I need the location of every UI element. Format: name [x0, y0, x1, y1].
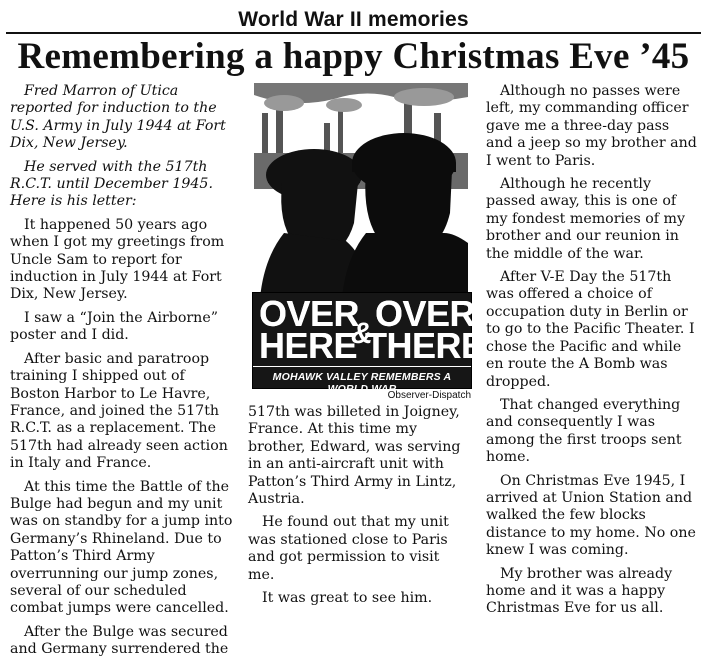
body-paragraph: After the Bulge was secured and Germany surrendered the — [10, 623, 229, 658]
kicker-divider — [6, 32, 701, 34]
section-kicker: World War II memories — [238, 8, 469, 31]
headline: Remembering a happy Christmas Eve ’45 — [17, 36, 690, 77]
logo-word: THERE — [365, 325, 485, 366]
intro-paragraph: He served with the 517th R.C.T. until December 1945. Here is his letter: — [10, 158, 213, 210]
logo-word: OVER — [259, 293, 360, 334]
article-column-3 — [486, 83, 700, 624]
body-paragraph: Although no passes were left, my commanding officer gave me a three-day pass and a jeep so my brother and I went to Paris. — [486, 83, 697, 169]
logo-tagline: MOHAWK VALLEY REMEMBERS A WORLD WAR — [253, 366, 471, 395]
body-paragraph: It was great to see him. — [262, 590, 433, 607]
body-paragraph: That changed everything and consequently I was among the first troops sent home. — [486, 396, 682, 466]
body-paragraph: 517th was billeted in Joigney, France. At this time my brother, Edward, was serving in an anti-aircraft unit with Patton’s Third Army in Lintz, Austria. — [248, 404, 461, 508]
article-column-2 — [248, 404, 470, 613]
logo-word: HERE — [259, 325, 358, 366]
body-paragraph: At this time the Battle of the Bulge had begun and my unit was on standby for a jump into Germany’s Rhineland. Due to Patton’s Third Army overrunning our jump zones, several of our scheduled combat jumps were cancelled. — [10, 478, 233, 617]
article-column-1 — [10, 83, 234, 665]
body-paragraph: My brother was already home and it was a happy Christmas Eve for us all. — [486, 565, 673, 617]
logo-ampersand: & — [351, 317, 373, 350]
body-paragraph: Although he recently passed away, this is one of my fondest memories of my brother and our reunion in the middle of the war. — [486, 176, 685, 262]
body-paragraph: I saw a “Join the Airborne” poster and I did. — [10, 309, 218, 344]
body-paragraph: He found out that my unit was stationed close to Paris and got permission to visit me. — [248, 514, 449, 583]
photo-credit: Observer-Dispatch — [387, 390, 471, 401]
body-paragraph: After V-E Day the 517th was offered a choice of occupation duty in Berlin or to go to the Pacific Theater. I chose the Pacific and while en route the A Bomb was dropped. — [486, 269, 695, 390]
logo-word: OVER — [375, 293, 476, 334]
intro-paragraph: Fred Marron of Utica reported for induction to the U.S. Army in July 1944 at Fort Dix, New Jersey. — [10, 83, 226, 152]
over-here-over-there-logo — [252, 292, 485, 395]
body-paragraph: It happened 50 years ago when I got my greetings from Uncle Sam to report for induction in July 1944 at Fort Dix, New Jersey. — [10, 216, 225, 303]
body-paragraph: On Christmas Eve 1945, I arrived at Union Station and walked the few blocks distance to my home. No one knew I was coming. — [486, 472, 696, 559]
body-paragraph: After basic and paratroop training I shipped out of Boston Harbor to Le Havre, France, and joined the 517th R.C.T. as a replacement. The 517th had already seen action in Italy and France. — [10, 350, 228, 472]
